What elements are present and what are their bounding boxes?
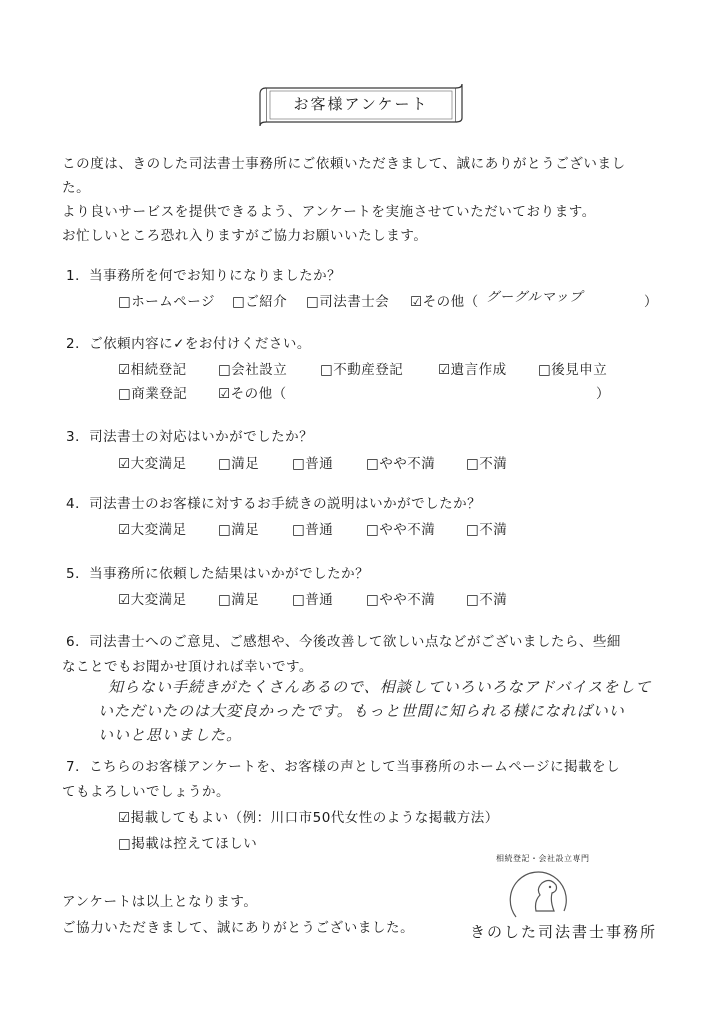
- q5-option-dissatisfied[interactable]: □不満: [466, 592, 508, 608]
- q5-option-somewhat-dissatisfied[interactable]: □やや不満: [366, 592, 436, 608]
- intro-line-4: お忙しいところ恐れ入りますがご協力お願いいたします。: [62, 228, 428, 244]
- q2-option-company[interactable]: □会社設立: [218, 362, 288, 378]
- intro-line-1: この度は、きのした司法書士事務所にご依頼いただきまして、誠にありがとうございまし: [62, 156, 626, 172]
- q2-option-will[interactable]: ☑遺言作成: [438, 362, 507, 378]
- page-title: お客様アンケート: [293, 95, 429, 113]
- q2-option-guardianship[interactable]: □後見申立: [538, 362, 608, 378]
- q4-option-satisfied[interactable]: □満足: [218, 522, 260, 538]
- office-circle-dog-graphic: [506, 867, 576, 923]
- q5-option-very-satisfied[interactable]: ☑大変満足: [118, 592, 187, 608]
- question-2: 2．ご依頼内容に✓をお付けください。: [66, 336, 311, 352]
- q6-answer-line-2: いただいたのは大変良かったです。もっと世間に知られる様になればいい: [98, 702, 625, 720]
- office-logo: [466, 853, 656, 948]
- q7-option-allow[interactable]: ☑掲載してもよい（例：川口市50代女性のような掲載方法）: [118, 810, 499, 826]
- q1-option-homepage[interactable]: □ホームページ: [118, 294, 215, 310]
- q2-option-other[interactable]: ☑その他（: [218, 386, 287, 402]
- question-5: 5．当事務所に依頼した結果はいかがでしたか？: [66, 566, 370, 582]
- q3-option-neutral[interactable]: □普通: [292, 456, 334, 472]
- q3-option-satisfied[interactable]: □満足: [218, 456, 260, 472]
- office-name: きのした司法書士事務所: [470, 923, 658, 941]
- q6-answer-line-1: 知らない手続きがたくさんあるので、相談していろいろなアドバイスをして: [108, 678, 652, 696]
- q2-option-real-estate[interactable]: □不動産登記: [320, 362, 404, 378]
- q5-option-neutral[interactable]: □普通: [292, 592, 334, 608]
- question-7-line-1: 7．こちらのお客様アンケートを、お客様の声として当事務所のホームページに掲載をし: [66, 759, 621, 775]
- q1-option-referral[interactable]: □ご紹介: [232, 294, 288, 310]
- q1-option-bar-association[interactable]: □司法書士会: [306, 294, 390, 310]
- question-1: 1．当事務所を何でお知りになりましたか？: [66, 268, 342, 284]
- title-banner: [258, 82, 464, 128]
- question-4: 4．司法書士のお客様に対するお手続きの説明はいかがでしたか？: [66, 496, 482, 512]
- q2-other-close-paren: ）: [596, 386, 610, 402]
- question-6-line-2: なことでもお聞かせ頂ければ幸いです。: [62, 659, 313, 675]
- q3-option-very-satisfied[interactable]: ☑大変満足: [118, 456, 187, 472]
- q4-option-very-satisfied[interactable]: ☑大変満足: [118, 522, 187, 538]
- q4-option-somewhat-dissatisfied[interactable]: □やや不満: [366, 522, 436, 538]
- q1-option-other[interactable]: ☑その他（: [410, 294, 479, 310]
- q3-option-dissatisfied[interactable]: □不満: [466, 456, 508, 472]
- q1-other-handwritten: グーグルマップ: [486, 290, 584, 305]
- q5-option-satisfied[interactable]: □満足: [218, 592, 260, 608]
- q2-option-commercial[interactable]: □商業登記: [118, 386, 188, 402]
- q2-option-inheritance[interactable]: ☑相続登記: [118, 362, 187, 378]
- q3-option-somewhat-dissatisfied[interactable]: □やや不満: [366, 456, 436, 472]
- question-3: 3．司法書士の対応はいかがでしたか？: [66, 429, 314, 445]
- q4-option-dissatisfied[interactable]: □不満: [466, 522, 508, 538]
- q7-option-decline[interactable]: □掲載は控えてほしい: [118, 836, 258, 852]
- question-6-line-1: 6．司法書士へのご意見、ご感想や、今後改善して欲しい点などがございましたら、些細: [66, 634, 621, 650]
- closing-line-2: ご協力いただきまして、誠にありがとうございました。: [62, 920, 415, 936]
- question-7-line-2: てもよろしいでしょうか。: [62, 784, 230, 800]
- q1-other-close-paren: ）: [644, 294, 658, 310]
- office-tagline: 相続登記・会社設立専門: [496, 854, 590, 863]
- intro-line-2: た。: [62, 180, 91, 196]
- q4-option-neutral[interactable]: □普通: [292, 522, 334, 538]
- closing-line-1: アンケートは以上となります。: [62, 894, 258, 910]
- intro-line-3: より良いサービスを提供できるよう、アンケートを実施させていただいております。: [62, 204, 596, 220]
- q6-answer-line-3: いいと思いました。: [98, 726, 243, 744]
